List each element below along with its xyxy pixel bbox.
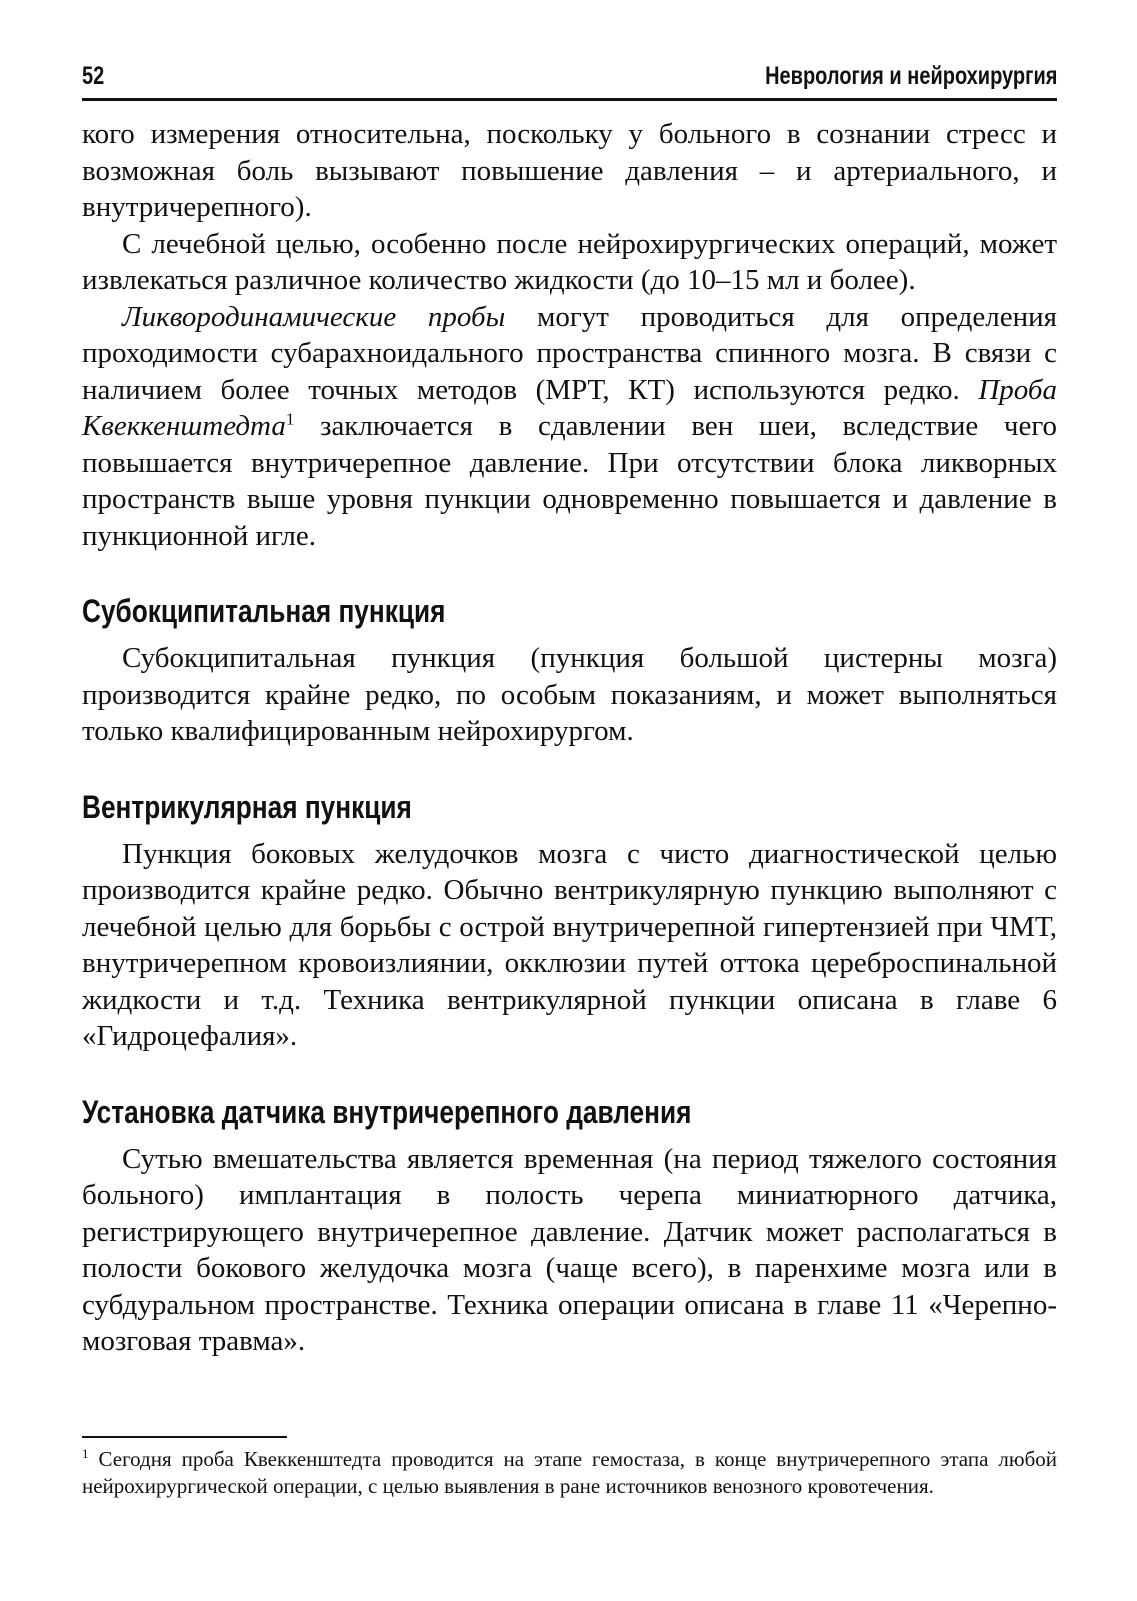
page-number: 52 xyxy=(82,62,105,90)
term-queckenstedt-test: Проба Квеккенштедта xyxy=(82,373,1057,442)
footnote xyxy=(82,1446,1057,1500)
section-heading-icp-sensor: Установка датчика внутричерепного давления xyxy=(82,1093,692,1130)
term-liquorodynamic-tests: Ликвородинамические пробы xyxy=(122,300,506,333)
paragraph-text: заключается в сдавлении вен шеи, вследствие чего повышается внутричерепное давление. При отсутствии блока ликворных пространств выше уровня пункции одновременно повышается и давление в пункционной игле. xyxy=(82,410,1057,552)
paragraph-continuation: кого измерения относительна, поскольку у больного в сознании стресс и возможная боль вызывают повышение давления – и артериального, и внутричерепного). xyxy=(82,118,1057,223)
running-head: Неврология и нейрохирургия xyxy=(764,62,1057,90)
section-text-icp-sensor: Сутью вмешательства является временная (на период тяжелого состояния больного) имплантация в полость черепа миниатюрного датчика, регистрирующего внутричерепное давление. Датчик может располагаться в полости бокового желудочка мозга (чаще всего), в паренхиме мозга или в субдуральном пространстве. Техника операции описана в главе 11 «Черепно-мозговая травма». xyxy=(82,1142,1057,1357)
footnote-mark: 1 xyxy=(82,1446,89,1461)
body-text xyxy=(82,116,1057,1360)
section-text-suboccipital: Субокципитальная пункция (пункция большой цистерны мозга) производится крайне редко, по особым показаниям, и может выполняться только квалифицированным нейрохирургом. xyxy=(82,642,1057,747)
paragraph-text: могут проводиться для определения проходимости субарахноидального пространства спинного мозга. В связи с наличием более точных методов (МРТ, КТ) используются редко. xyxy=(82,300,1057,406)
page-header xyxy=(82,58,1057,101)
section-text-ventricular: Пункция боковых желудочков мозга с чисто диагностической целью производится крайне редко. Обычно вентрикулярную пункцию выполняют с лечебной целью для борьбы с острой внутричерепной гипертензией при ЧМТ, внутричерепном кровоизлиянии, окклюзии путей оттока цереброспинальной жидкости и т.д. Техника вентрикулярной пункции описана в главе 6 «Гидроцефалия». xyxy=(82,837,1057,1052)
section-heading-ventricular: Вентрикулярная пункция xyxy=(82,788,412,825)
paragraph-liquorodynamic-tests xyxy=(82,299,1057,555)
footnote-reference[interactable]: 1 xyxy=(285,409,295,429)
section-heading-suboccipital: Субокципитальная пункция xyxy=(82,593,446,629)
footnote-text: Сегодня проба Квеккенштедта проводится на этапе гемостаза, в конце внутричерепного этапа любой нейрохирургической операции, с целью выявления в ране источников венозного кровотечения. xyxy=(82,1447,1057,1498)
footnote-divider xyxy=(82,1436,287,1438)
paragraph-therapeutic: С лечебной целью, особенно после нейрохирургических операций, может извлекаться различное количество жидкости (до 10–15 мл и более). xyxy=(82,227,1057,296)
